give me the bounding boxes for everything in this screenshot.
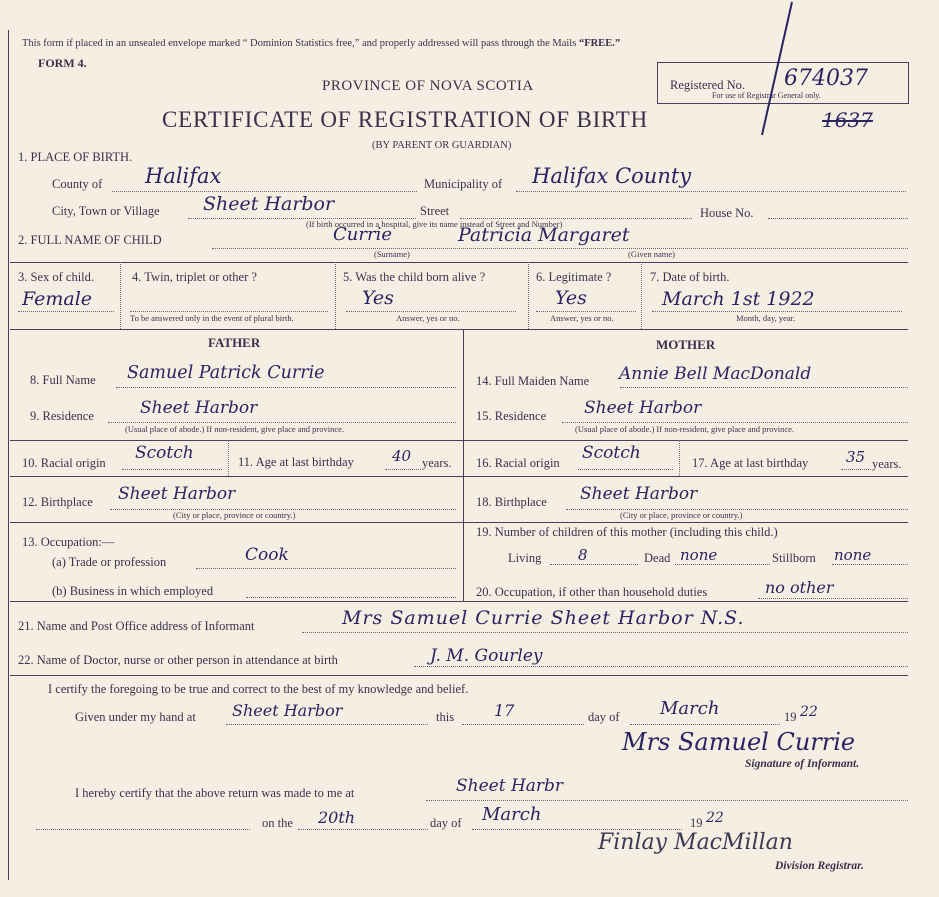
father-racial-label: 10. Racial origin [22,456,106,470]
mother-residence-label: 15. Residence [476,409,547,423]
father-birthplace-value: Sheet Harbor [118,484,236,504]
given-under-label: Given under my hand at [75,710,196,724]
registrar-month-value: March [482,804,542,825]
father-birthplace-label: 12. Birthplace [22,495,93,509]
dead-label: Dead [644,551,671,565]
mother-age-label: 17. Age at last birthday [692,456,809,470]
municipality-label: Municipality of [424,177,503,191]
certify-year-prefix: 19 [784,710,797,724]
mother-name-label: 14. Full Maiden Name [476,374,590,388]
child-name-label: 2. FULL NAME OF CHILD [18,233,162,247]
child-given-name: Patricia Margaret [458,224,630,246]
father-name-value: Samuel Patrick Currie [127,363,325,383]
date-of-birth-label: 7. Date of birth. [650,270,730,284]
date-of-birth-value: March 1st 1922 [662,288,815,310]
mother-birthplace-note: (City or place, province or country.) [620,510,743,520]
alive-label: 5. Was the child born alive ? [343,270,486,284]
dead-value: none [680,546,718,564]
father-age-value: 40 [392,447,412,465]
mother-residence-value: Sheet Harbor [584,398,702,418]
certify-month-value: March [660,698,720,719]
registered-label: Registered No. [670,78,745,92]
doctor-value: J. M. Gourley [430,646,543,666]
father-years-label: years. [422,456,452,470]
father-birthplace-note: (City or place, province or country.) [173,510,296,520]
sex-value: Female [22,288,93,310]
doctor-label: 22. Name of Doctor, nurse or other person in attendance at birth [18,653,338,667]
house-label: House No. [700,206,754,220]
informant-value: Mrs Samuel Currie Sheet Harbor N.S. [342,607,745,629]
alive-value: Yes [362,287,394,309]
mother-occupation-label: 20. Occupation, if other than household duties [476,585,708,599]
children-label: 19. Number of children of this mother (including this child.) [476,525,778,539]
living-value: 8 [578,546,588,564]
twin-label: 4. Twin, triplet or other ? [132,270,257,284]
legitimate-value: Yes [555,287,587,309]
hospital-note: (If birth occurred in a hospital, give its name instead of Street and Number) [306,219,563,229]
business-label: (b) Business in which employed [52,584,214,598]
certificate-title: CERTIFICATE OF REGISTRATION OF BIRTH [162,107,649,132]
certify-statement: I certify the foregoing to be true and correct to the best of my knowledge and belief. [48,682,469,696]
father-residence-note: (Usual place of abode.) If non-resident, give place and province. [125,424,345,434]
form-number: FORM 4. [38,56,87,70]
trade-value: Cook [245,545,289,565]
registrar-signature-label: Division Registrar. [775,860,864,872]
informant-label: 21. Name and Post Office address of Informant [18,619,255,633]
mother-years-label: years. [872,457,902,471]
sex-label: 3. Sex of child. [18,270,95,284]
on-the-label: on the [262,816,293,830]
given-place-value: Sheet Harbor [232,701,343,720]
street-label: Street [420,204,450,218]
registered-number: 674037 [784,66,868,91]
registrar-general-note: For use of Registrar General only. [712,91,821,100]
registrar-statement: I hereby certify that the above return was made to me at [75,786,355,800]
father-heading: FATHER [208,335,261,350]
registrar-year-value: 22 [706,810,724,826]
stillborn-value: none [834,546,872,564]
father-residence-label: 9. Residence [30,409,94,423]
alive-note: Answer, yes or no. [396,313,460,323]
mother-racial-value: Scotch [582,443,641,463]
father-name-label: 8. Full Name [30,373,96,387]
father-residence-value: Sheet Harbor [140,398,258,418]
place-of-birth-heading: 1. PLACE OF BIRTH. [18,150,133,164]
registrar-signature: Finlay MacMillan [598,830,793,855]
father-racial-value: Scotch [135,443,194,463]
registrar-day-of-label: day of [430,816,462,830]
mother-residence-note: (Usual place of abode.) If non-resident, give place and province. [575,424,795,434]
trade-label: (a) Trade or profession [52,555,167,569]
mother-birthplace-value: Sheet Harbor [580,484,698,504]
county-label: County of [52,177,103,191]
child-surname: Currie [333,224,392,245]
father-age-label: 11. Age at last birthday [238,455,354,469]
mother-racial-label: 16. Racial origin [476,456,560,470]
province-heading: PROVINCE OF NOVA SCOTIA [322,78,534,94]
county-value: Halifax [145,164,222,188]
registrar-year-prefix: 19 [690,816,703,830]
certify-day-value: 17 [494,701,515,720]
this-label: this [436,710,455,724]
mother-heading: MOTHER [656,337,716,352]
legitimate-note: Answer, yes or no. [550,313,614,323]
registrar-day-value: 20th [318,808,356,827]
certify-year-value: 22 [800,704,818,720]
living-label: Living [508,551,542,565]
given-name-note: (Given name) [628,249,675,259]
legitimate-label: 6. Legitimate ? [536,270,612,284]
date-of-birth-note: Month, day, year. [736,313,796,323]
mother-birthplace-label: 18. Birthplace [476,495,547,509]
mail-notice: This form if placed in an unsealed envelope marked “ Dominion Statistics free,” and properly addressed will pass through the Mails “FREE.” [22,38,621,49]
informant-signature-label: Signature of Informant. [745,758,860,770]
certify-day-of-label: day of [588,710,620,724]
stillborn-label: Stillborn [772,551,816,565]
mother-name-value: Annie Bell MacDonald [619,364,812,384]
twin-note: To be answered only in the event of plural birth. [130,313,294,323]
city-value: Sheet Harbor [203,193,335,215]
informant-signature: Mrs Samuel Currie [622,728,856,756]
crossed-number: 1637 [822,108,873,132]
left-border [8,30,9,880]
mother-age-value: 35 [846,448,866,466]
ink-slash [750,0,800,140]
certificate-subtitle: (BY PARENT OR GUARDIAN) [372,140,512,151]
municipality-value: Halifax County [532,164,692,188]
city-label: City, Town or Village [52,204,160,218]
mother-occupation-value: no other [765,578,834,597]
father-occupation-label: 13. Occupation:— [22,535,115,549]
registrar-place-value: Sheet Harbr [456,776,564,796]
surname-note: (Surname) [374,249,410,259]
